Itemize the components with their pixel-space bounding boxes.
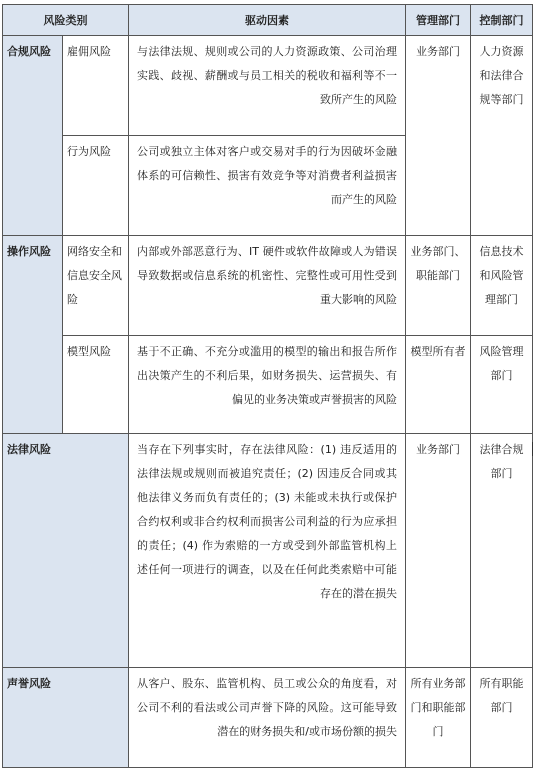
driver-model: 基于不正确、不充分或滥用的模型的输出和报告所作出决策产生的不利后果，如财务损失、运营损失、有偏见的业务决策或声誉损害的风险 (129, 336, 406, 434)
category-operational: 操作风险 (3, 236, 63, 434)
header-risk-category: 风险类别 (3, 5, 129, 36)
driver-employment: 与法律法规、规则或公司的人力资源政策、公司治理实践、歧视、薪酬或与员工相关的税收和福利等不一致所产生的风险 (129, 36, 406, 136)
table-row (3, 236, 533, 336)
control-compliance: 人力资源和法律合规等部门 (471, 36, 533, 236)
driver-reputation: 从客户、股东、监管机构、员工或公众的角度看，对公司不利的看法或公司声誉下降的风险。这可能导致潜在的财务损失和/或市场份额的损失 (129, 668, 406, 768)
table-row (3, 434, 533, 668)
category-legal: 法律风险 (3, 434, 129, 668)
driver-conduct: 公司或独立主体对客户或交易对手的行为因破坏金融体系的可信赖性、损害有效竞争等对消费者利益损害而产生的风险 (129, 136, 406, 236)
management-model: 模型所有者 (406, 336, 471, 434)
control-reputation: 所有职能部门 (471, 668, 533, 768)
management-compliance: 业务部门 (406, 36, 471, 236)
subcategory-cyber: 网络安全和信息安全风险 (63, 236, 129, 336)
risk-table (2, 4, 533, 768)
management-legal: 业务部门 (406, 434, 471, 668)
table-header-row (3, 5, 533, 36)
table-row (3, 36, 533, 136)
management-cyber: 业务部门、职能部门 (406, 236, 471, 336)
category-compliance: 合规风险 (3, 36, 63, 236)
table-row (3, 668, 533, 768)
subcategory-conduct: 行为风险 (63, 136, 129, 236)
control-cyber: 信息技术和风险管理部门 (471, 236, 533, 336)
table-row (3, 336, 533, 434)
driver-cyber: 内部或外部恶意行为、IT 硬件或软件故障或人为错误导致数据或信息系统的机密性、完整性或可用性受到重大影响的风险 (129, 236, 406, 336)
management-reputation: 所有业务部门和职能部门 (406, 668, 471, 768)
control-legal: 法律合规部门 (471, 434, 533, 668)
control-model: 风险管理部门 (471, 336, 533, 434)
category-reputation: 声誉风险 (3, 668, 129, 768)
text-cursor-mark (532, 442, 533, 456)
header-control-dept: 控制部门 (471, 5, 533, 36)
driver-legal: 当存在下列事实时，存在法律风险：(1) 违反适用的法律法规或规则而被追究责任；(2) 因违反合同或其他法律义务而负有责任的；(3) 未能或未执行或保护合约权利或非合约权利而损害公司利益的行为应承担的责任；(4) 作为索赔的一方或受到外部监管机构上述任何一项进行的调查，以及在任何此类索赔中可能存在的潜在损失 (129, 434, 406, 668)
subcategory-employment: 雇佣风险 (63, 36, 129, 136)
header-management-dept: 管理部门 (406, 5, 471, 36)
subcategory-model: 模型风险 (63, 336, 129, 434)
header-driver: 驱动因素 (129, 5, 406, 36)
